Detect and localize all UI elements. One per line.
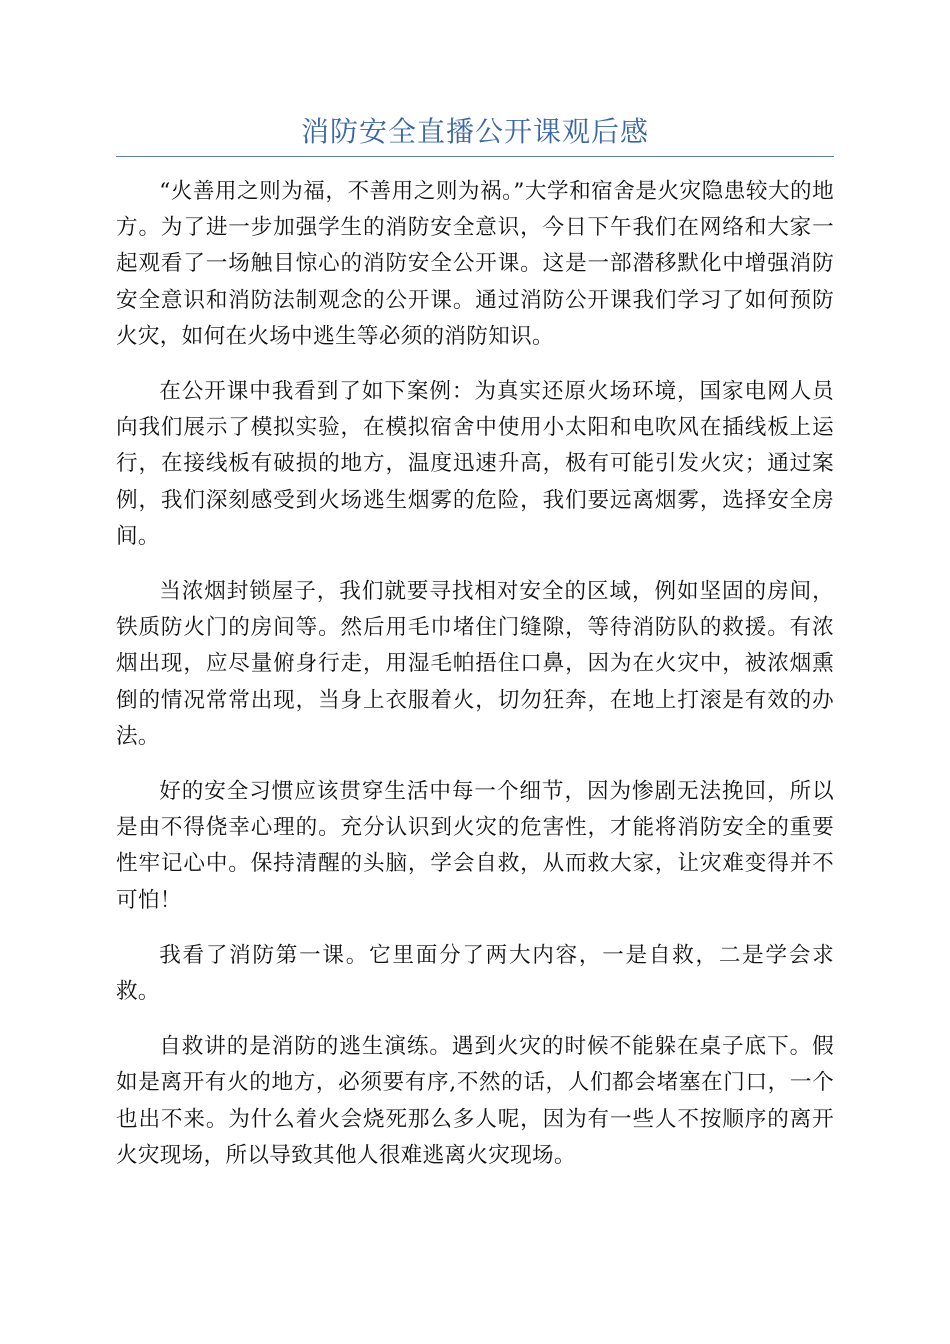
document-body [116,174,834,1193]
paragraph-1: “火善用之则为福，不善用之则为祸。”大学和宿舍是火灾隐患较大的地方。为了进一步加强学生的消防安全意识，今日下午我们在网络和大家一起观看了一场触目惊心的消防安全公开课。这是一部潜移默化中增强消防安全意识和消防法制观念的公开课。通过消防公开课我们学习了如何预防火灾，如何在火场中逃生等必须的消防知识。 [116,179,834,349]
paragraph-4: 好的安全习惯应该贯穿生活中每一个细节，因为惨剧无法挽回，所以是由不得侥幸心理的。充分认识到火灾的危害性，才能将消防安全的重要性牢记心中。保持清醒的头脑，学会自救，从而救大家，让灾难变得并不可怕！ [116,779,834,913]
paragraph-6: 自救讲的是消防的逃生演练。遇到火灾的时候不能躲在桌子底下。假如是离开有火的地方，必须要有序,不然的话，人们都会堵塞在门口，一个也出不来。为什么着火会烧死那么多人呢，因为有一些人不按顺序的离开火灾现场，所以导致其他人很难逃离火灾现场。 [116,1034,834,1168]
document-title: 消防安全直播公开课观后感 [300,115,649,148]
title-block [116,112,834,157]
paragraph-3: 当浓烟封锁屋子，我们就要寻找相对安全的区域，例如坚固的房间，铁质防火门的房间等。然后用毛巾堵住门缝隙，等待消防队的救援。有浓烟出现，应尽量俯身行走，用湿毛帕捂住口鼻，因为在火灾中，被浓烟熏倒的情况常常出现，当身上衣服着火，切勿狂奔，在地上打滚是有效的办法。 [116,579,834,749]
paragraph-2: 在公开课中我看到了如下案例：为真实还原火场环境，国家电网人员向我们展示了模拟实验，在模拟宿舍中使用小太阳和电吹风在插线板上运行，在接线板有破损的地方，温度迅速升高，极有可能引发火灾；通过案例，我们深刻感受到火场逃生烟雾的危险，我们要远离烟雾，选择安全房间。 [116,379,834,549]
paragraph-5: 我看了消防第一课。它里面分了两大内容，一是自救，二是学会求救。 [116,942,834,1005]
